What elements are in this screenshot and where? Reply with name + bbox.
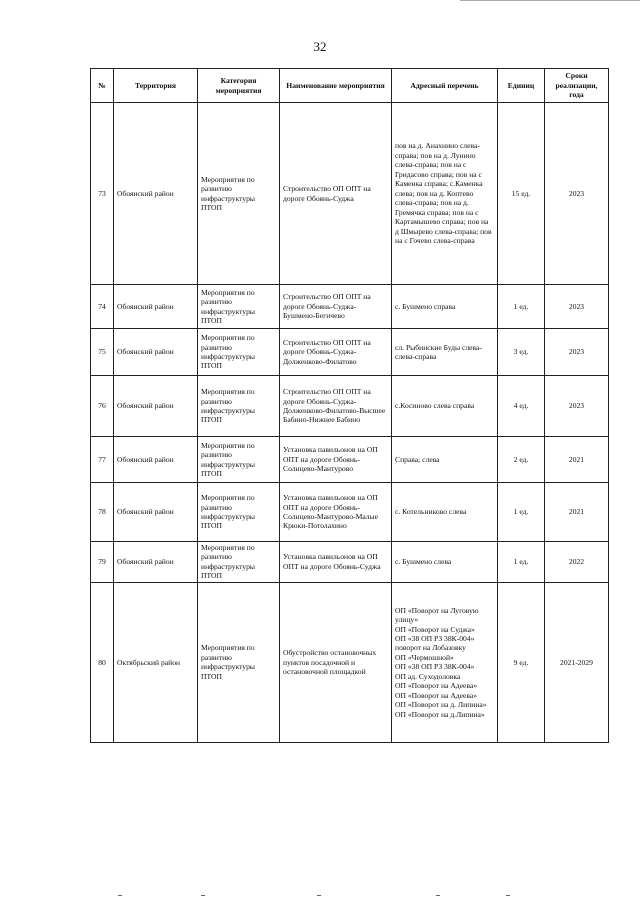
row-territory: Обоянский район <box>114 103 198 285</box>
table-row <box>91 483 609 542</box>
row-name: Установка павильонов на ОП ОПТ на дороге Обоянь-Суджа <box>280 542 392 583</box>
address-line: ОП «Поворот на д. Липина» <box>395 700 487 710</box>
address-line: ОП «Поворот на д.Липина» <box>395 709 485 719</box>
row-units: 15 ед. <box>498 103 545 285</box>
header-address: Адресный перечень <box>392 69 498 103</box>
scan-edge-line <box>460 0 640 1</box>
table-row <box>91 285 609 329</box>
address-line: ОП «38 ОП РЗ 38К-004» <box>395 662 475 672</box>
measures-table <box>90 68 609 743</box>
row-territory: Обоянский район <box>114 483 198 542</box>
row-territory: Обоянский район <box>114 376 198 437</box>
address-line: ОП «Поворот на Суджа» <box>395 624 475 634</box>
row-address: Справа; слева <box>392 437 498 483</box>
row-address: с.Косиново слева справа <box>392 376 498 437</box>
address-line: ОП ад. Суходоловка <box>395 671 461 681</box>
row-address: с. Бушмено справа <box>392 285 498 329</box>
row-territory: Обоянский район <box>114 437 198 483</box>
row-num: 78 <box>91 483 114 542</box>
row-units: 4 ед. <box>498 376 545 437</box>
row-years: 2023 <box>545 329 609 376</box>
table-row <box>91 542 609 583</box>
address-line: ОП «Поворот на Адеева» <box>395 690 478 700</box>
row-name: Строительство ОП ОПТ на дороге Обоянь-Суджа-Долженково-Филатово <box>280 329 392 376</box>
row-name: Установка павильонов на ОП ОПТ на дороге Обоянь-Солнцево-Мантурово-Малые Крюки-Потолахино <box>280 483 392 542</box>
table-row <box>91 437 609 483</box>
row-territory: Обоянский район <box>114 285 198 329</box>
row-units: 1 ед. <box>498 542 545 583</box>
row-territory: Обоянский район <box>114 542 198 583</box>
row-category: Мероприятия по развитию инфраструктуры ПТОП <box>198 103 280 285</box>
row-num: 75 <box>91 329 114 376</box>
row-name: Строительство ОП ОПТ на дороге Обоянь-Суджа-Бушмено-Бегичево <box>280 285 392 329</box>
table-row <box>91 103 609 285</box>
row-units: 3 ед. <box>498 329 545 376</box>
row-num: 80 <box>91 582 114 742</box>
row-units: 1 ед. <box>498 285 545 329</box>
row-num: 77 <box>91 437 114 483</box>
row-years: 2021-2029 <box>545 582 609 742</box>
address-line: ОП «38 ОП РЗ 38К-004» поворот на Лобазовку <box>395 633 475 653</box>
row-name: Строительство ОП ОПТ на дороге Обоянь-Суджа-Долженково-Филатово-Высшее Бабино-Нижнее Бабино <box>280 376 392 437</box>
row-years: 2023 <box>545 285 609 329</box>
scan-bottom-marks <box>0 895 640 897</box>
row-address: с. Котельниково слева <box>392 483 498 542</box>
row-category: Мероприятия по развитию инфраструктуры ПТОП <box>198 437 280 483</box>
row-num: 76 <box>91 376 114 437</box>
address-line: ОП «Чермошной» <box>395 652 454 662</box>
page-number: 32 <box>313 39 327 54</box>
row-units: 9 ед. <box>498 582 545 742</box>
row-address: с. Бушмено слева <box>392 542 498 583</box>
row-name: Обустройство остановочных пунктов посадочной и остановочной площадкой <box>280 582 392 742</box>
row-territory: Октябрьский район <box>114 582 198 742</box>
row-address: пов на д. Анахнино слева-справа; пов на д. Лунино слева-справа; пов на с Гридасово справа; пов на с Каменка справа; с.Каменка слева; пов на д. Коптево слева-справа; пов на д. Гремячка справа; пов на с Картамышево справа; пов на д Шмырево слева-справа; пов на с Гочево слева-справа <box>392 103 498 285</box>
row-territory: Обоянский район <box>114 329 198 376</box>
row-name: Установка павильонов на ОП ОПТ на дороге Обоянь-Солнцево-Мантурово <box>280 437 392 483</box>
row-years: 2023 <box>545 376 609 437</box>
header-category: Категория мероприятия <box>198 69 280 103</box>
row-num: 79 <box>91 542 114 583</box>
row-category: Мероприятия по развитию инфраструктуры ПТОП <box>198 582 280 742</box>
header-num: № <box>91 69 114 103</box>
row-category: Мероприятия по развитию инфраструктуры ПТОП <box>198 542 280 583</box>
header-years: Сроки реализации, года <box>545 69 609 103</box>
row-years: 2021 <box>545 483 609 542</box>
table-row <box>91 329 609 376</box>
row-num: 74 <box>91 285 114 329</box>
row-name: Строительство ОП ОПТ на дороге Обоянь-Суджа <box>280 103 392 285</box>
row-units: 1 ед. <box>498 483 545 542</box>
row-address: сл. Рыбинские Буды слева-слева-справа <box>392 329 498 376</box>
address-line: ОП «Поворот на Адеева» <box>395 681 478 691</box>
row-address <box>392 582 498 742</box>
header-territory: Территория <box>114 69 198 103</box>
header-units: Единиц <box>498 69 545 103</box>
row-category: Мероприятия по развитию инфраструктуры ПТОП <box>198 483 280 542</box>
row-years: 2021 <box>545 437 609 483</box>
row-years: 2023 <box>545 103 609 285</box>
address-line: ОП «Поворот на Луговую улицу» <box>395 605 479 625</box>
row-years: 2022 <box>545 542 609 583</box>
table-row <box>91 582 609 742</box>
row-category: Мероприятия по развитию инфраструктуры ПТОП <box>198 376 280 437</box>
row-category: Мероприятия по развитию инфраструктуры ПТОП <box>198 329 280 376</box>
table-row <box>91 376 609 437</box>
table-header-row <box>91 69 609 103</box>
row-category: Мероприятия по развитию инфраструктуры ПТОП <box>198 285 280 329</box>
header-name: Наименование мероприятия <box>280 69 392 103</box>
row-num: 73 <box>91 103 114 285</box>
row-units: 2 ед. <box>498 437 545 483</box>
